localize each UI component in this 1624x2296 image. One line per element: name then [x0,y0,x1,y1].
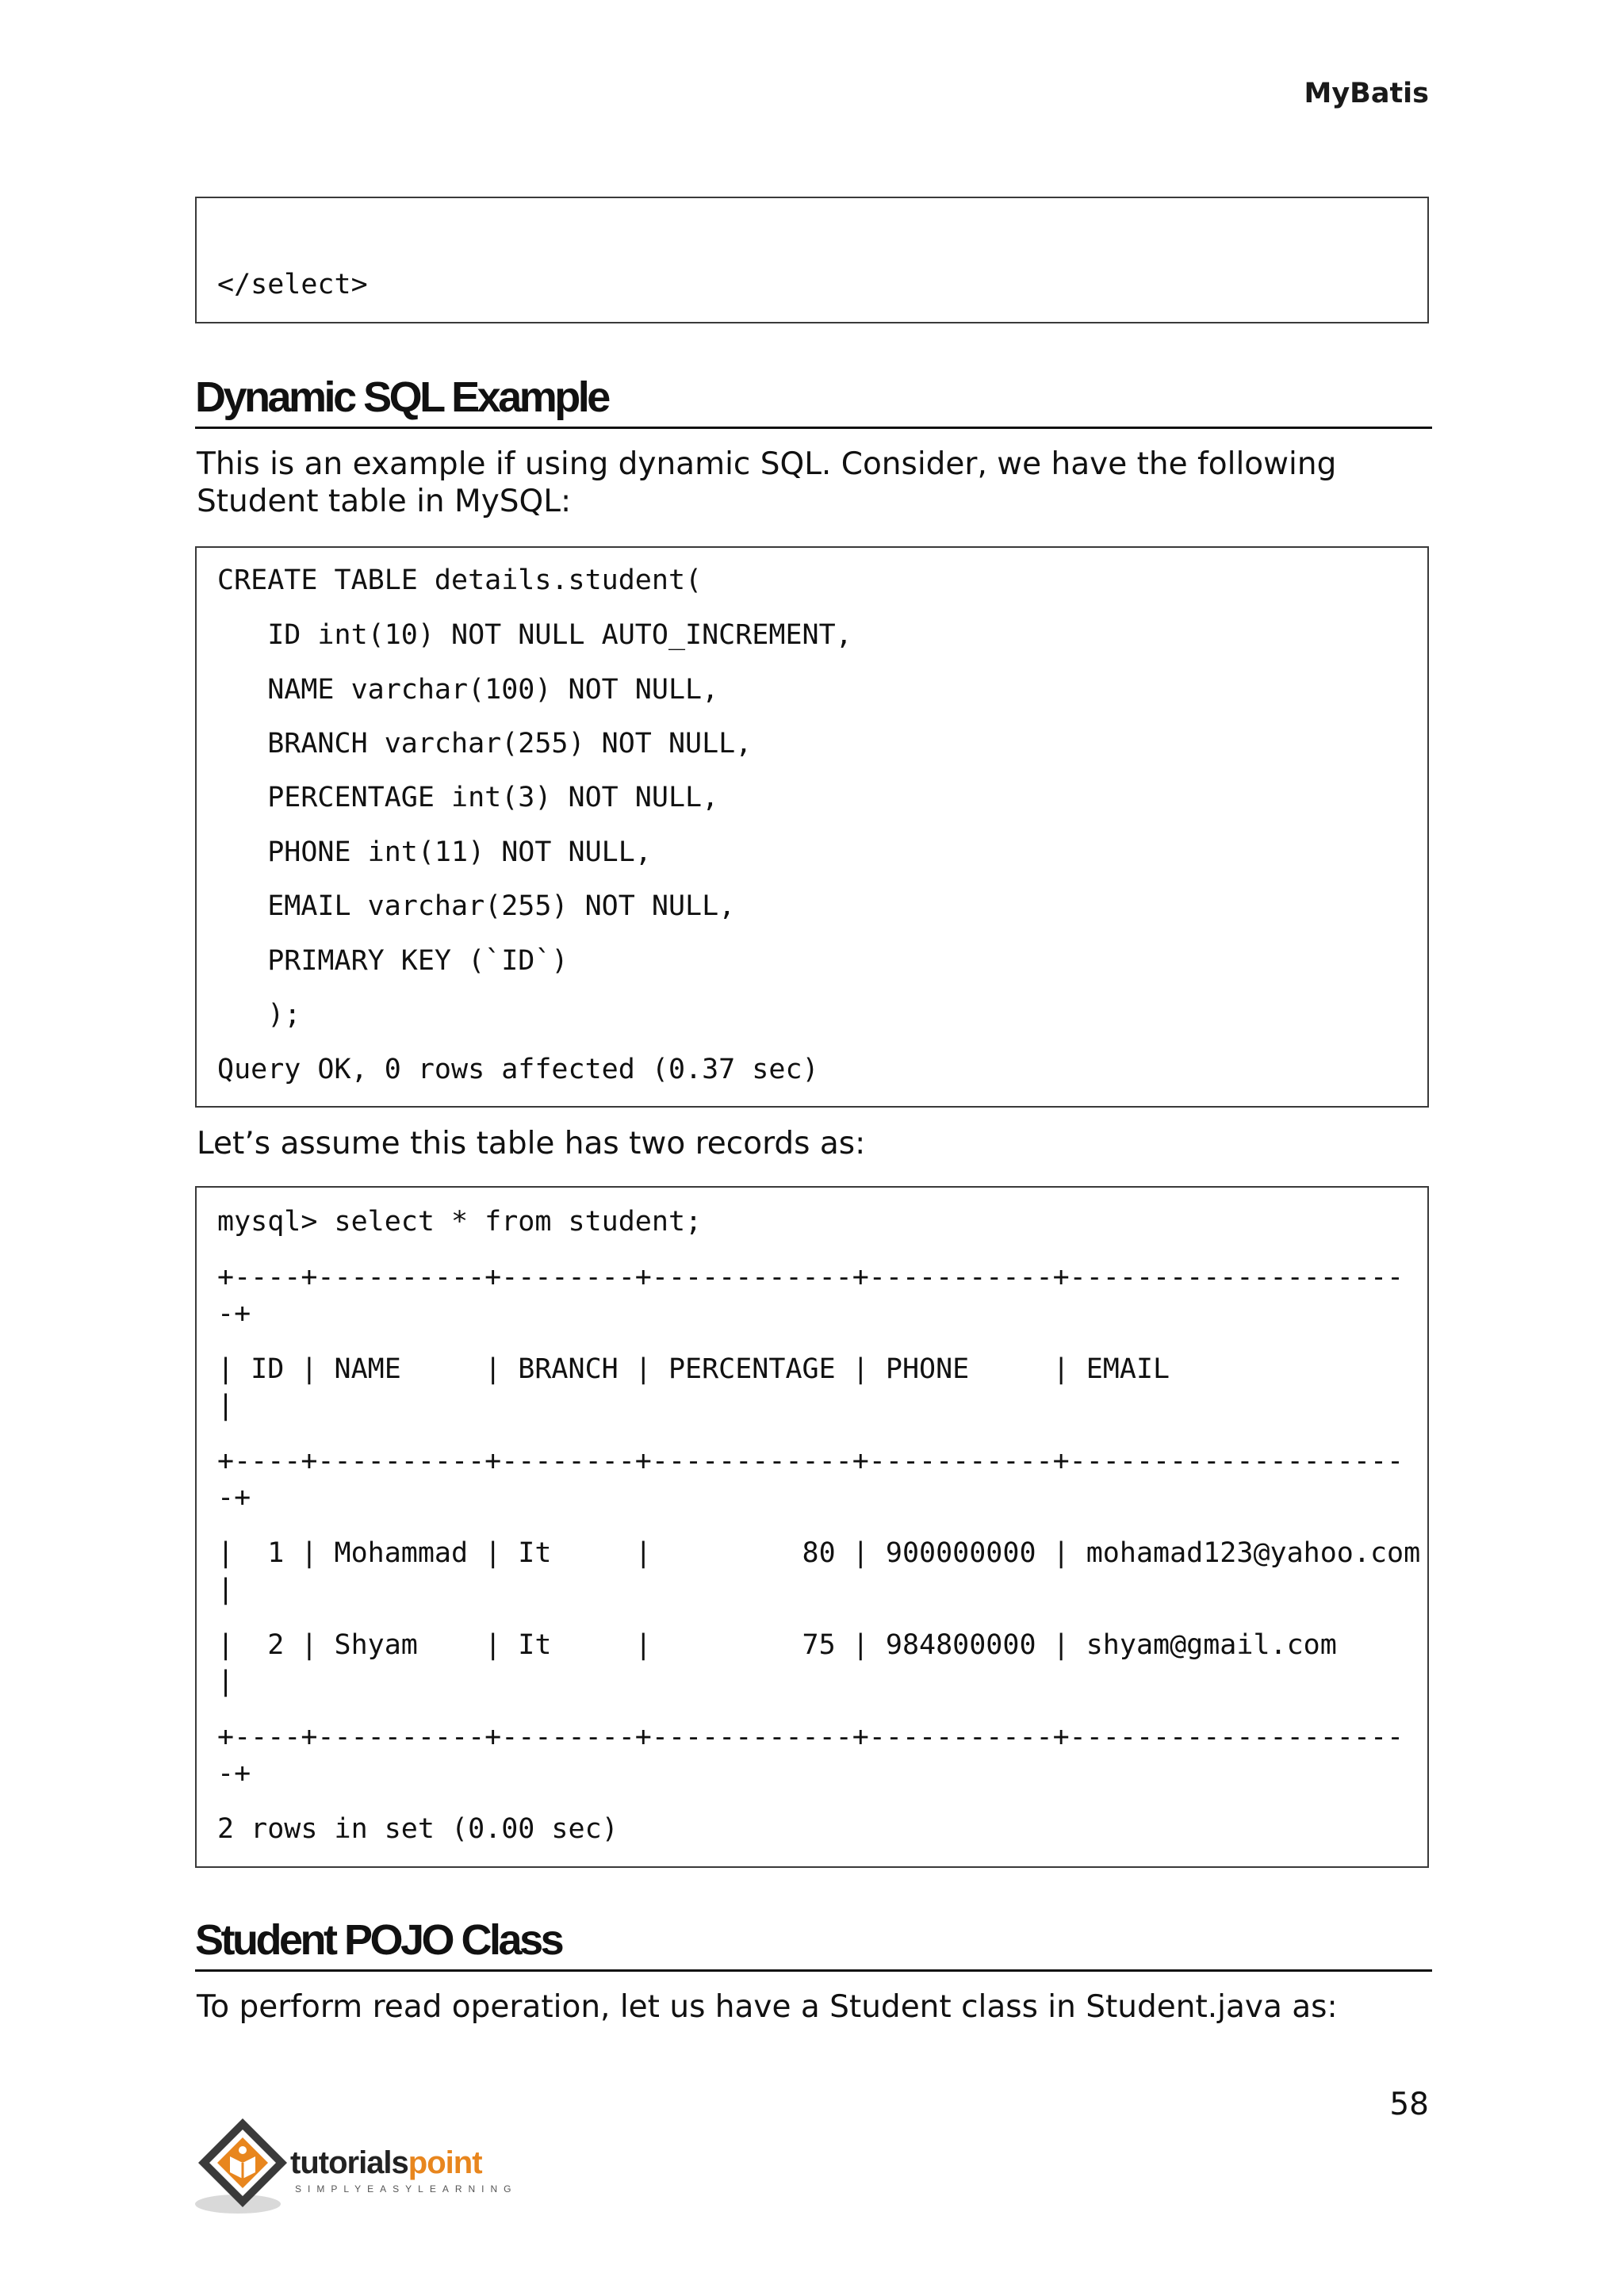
paragraph-records-intro: Let’s assume this table has two records as: [197,1126,866,1161]
code-line: +----+----------+--------+------------+-----------+-------------------- [217,1445,1404,1477]
code-line: | [217,1666,235,1697]
code-line: </select> [217,269,368,300]
code-block-select-output [195,1186,1429,1868]
code-line: +----+----------+--------+------------+-----------+-------------------- [217,1261,1404,1293]
code-line: EMAIL varchar(255) NOT NULL, [217,890,736,922]
page-number: 58 [1389,2087,1429,2122]
code-line: | [217,1390,235,1422]
code-line: -+ [217,1298,251,1330]
code-line: -+ [217,1758,251,1789]
logo-tagline: SIMPLYEASYLEARNING [295,2183,518,2195]
paragraph-pojo-intro: To perform read operation, let us have a Student class in Student.java as: [197,1989,1338,2025]
code-line: ID int(10) NOT NULL AUTO_INCREMENT, [217,619,852,651]
code-line: +----+----------+--------+------------+-----------+-------------------- [217,1721,1404,1753]
code-line: Query OK, 0 rows affected (0.37 sec) [217,1054,819,1085]
tutorialspoint-logo [193,2115,542,2220]
code-block-create-table [195,546,1429,1108]
code-line: -+ [217,1482,251,1513]
paragraph-intro: This is an example if using dynamic SQL. Consider, we have the following Student table in MySQL: [197,446,1337,519]
code-line: CREATE TABLE details.student( [217,564,703,596]
code-block-select-end [195,197,1429,323]
running-header: MyBatis [1304,78,1429,109]
code-line: | 2 | Shyam | It | 75 | 984800000 | shyam@gmail.com [217,1629,1337,1661]
code-line: PHONE int(11) NOT NULL, [217,836,652,868]
section-heading-student-pojo: Student POJO Class [195,1919,1432,1972]
section-heading-dynamic-sql: Dynamic SQL Example [195,376,1432,429]
code-line: BRANCH varchar(255) NOT NULL, [217,728,753,760]
code-line: mysql> select * from student; [217,1206,703,1238]
code-line: 2 rows in set (0.00 sec) [217,1813,619,1845]
code-line: | [217,1574,235,1605]
code-line: | ID | NAME | BRANCH | PERCENTAGE | PHONE | EMAIL [217,1353,1170,1385]
code-line: PRIMARY KEY (`ID`) [217,945,569,977]
code-line: | 1 | Mohammad | It | 80 | 900000000 | mohamad123@yahoo.com [217,1537,1421,1569]
code-line: PERCENTAGE int(3) NOT NULL, [217,782,719,813]
logo-wordmark [290,2145,482,2181]
logo-emblem-icon [193,2115,297,2220]
logo-wordmark-accent: point [408,2145,482,2180]
code-line: NAME varchar(100) NOT NULL, [217,674,719,706]
logo-wordmark-main: tutorials [290,2145,408,2180]
code-line: ); [217,999,301,1031]
